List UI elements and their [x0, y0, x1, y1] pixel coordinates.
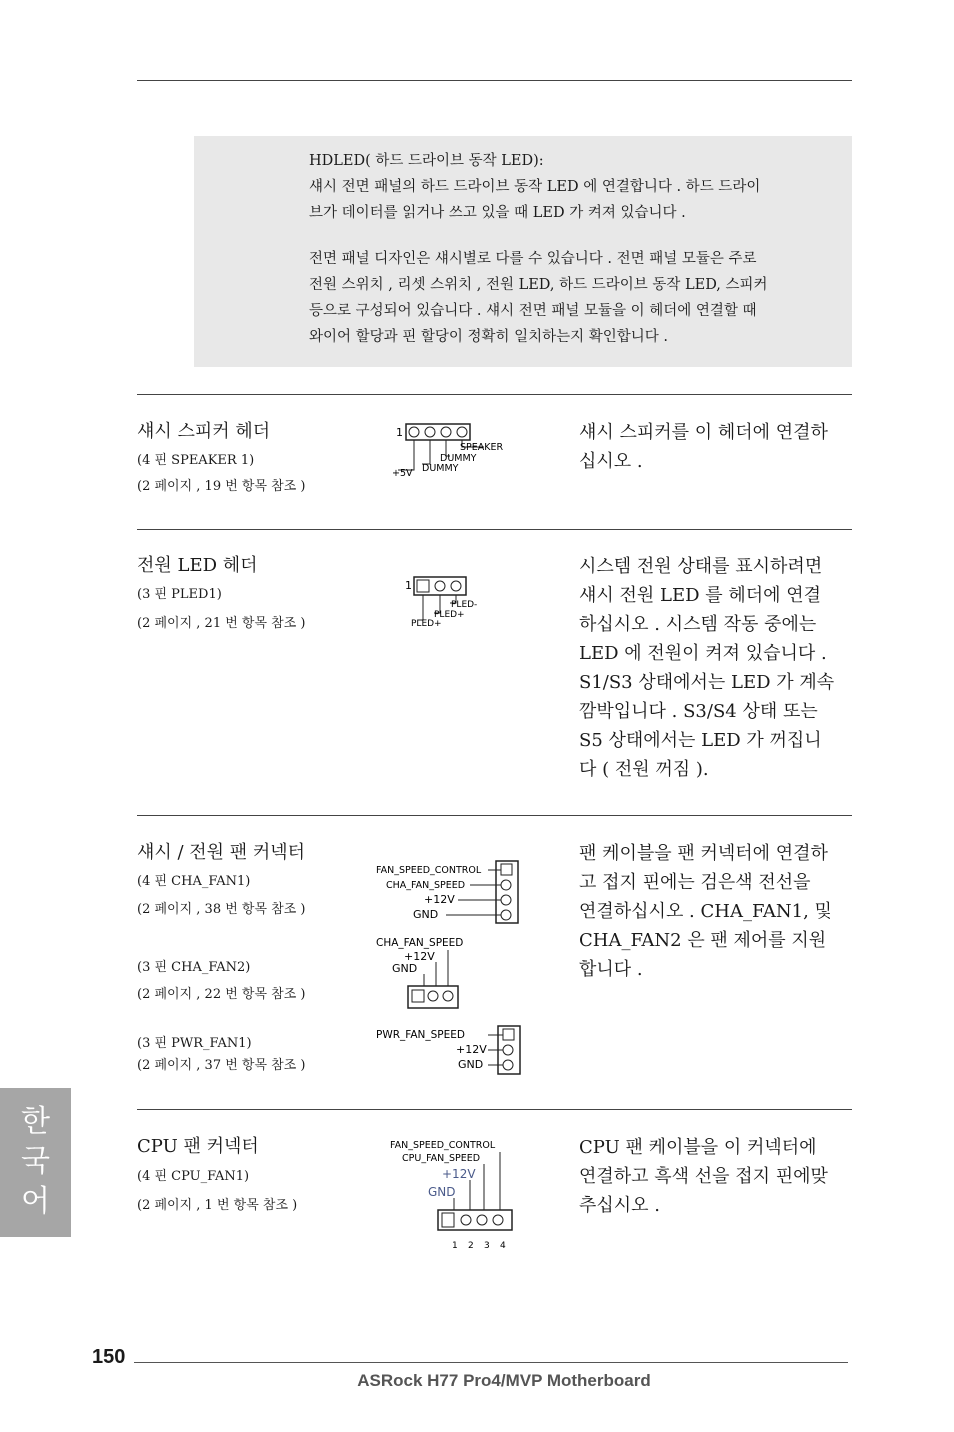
pin-label: GND — [458, 1058, 484, 1071]
pin-number: 3 — [484, 1241, 490, 1251]
note-line: 와이어 할당과 핀 할당이 정확히 일치하는지 확인합니다 . — [309, 329, 669, 345]
note-paragraph-1 — [309, 148, 839, 226]
pin-label: +12V — [442, 1167, 476, 1181]
side-tab-char: 한 — [21, 1104, 50, 1139]
note-line: 전원 스위치 , 리셋 스위치 , 전원 LED, 하드 드라이브 동작 LED, 스피커 — [309, 277, 768, 293]
pin-label: PLED+ — [411, 619, 442, 629]
pin-label: CHA_FAN_SPEED — [376, 937, 464, 949]
page-number: 150 — [92, 1346, 126, 1368]
section-sub: (2 페이지 , 19 번 항목 참조 ) — [137, 479, 306, 494]
pin-label: FAN_SPEED_CONTROL — [376, 865, 482, 876]
pin-label: PLED+ — [434, 610, 465, 620]
section-description — [579, 552, 851, 784]
section-rule — [137, 529, 852, 530]
section-description — [579, 418, 851, 476]
pin-number: 2 — [468, 1241, 474, 1251]
section-title: 섀시 / 전원 팬 커넥터 — [137, 842, 306, 863]
section-sub: (4 핀 SPEAKER 1) — [137, 453, 255, 468]
side-tab-char: 국 — [21, 1144, 50, 1179]
section-sub: (3 핀 CHA_FAN2) — [137, 960, 251, 975]
desc-line: 고 접지 핀에는 검은색 전선을 — [579, 872, 811, 893]
section-rule — [137, 394, 852, 395]
top-rule — [137, 80, 852, 81]
pled-header-diagram — [400, 572, 490, 632]
section-sub: (2 페이지 , 1 번 항목 참조 ) — [137, 1198, 298, 1213]
desc-line: CHA_FAN2 은 팬 제어를 지원 — [579, 930, 827, 951]
desc-line: CPU 팬 케이블을 이 커넥터에 — [579, 1137, 817, 1158]
desc-line: 하십시오 . 시스템 작동 중에는 — [579, 614, 817, 635]
pin-label: +12V — [456, 1043, 487, 1056]
speaker-header-diagram — [388, 420, 528, 480]
desc-line: 섀시 전원 LED 를 헤더에 연결 — [579, 585, 822, 606]
section-title: CPU 팬 커넥터 — [137, 1136, 259, 1157]
section-sub: (3 핀 PWR_FAN1) — [137, 1036, 252, 1051]
cha-fan2-diagram — [370, 932, 495, 1014]
desc-line: LED 에 전원이 켜져 있습니다 . — [579, 643, 827, 664]
pin-number: 4 — [500, 1241, 506, 1251]
section-sub: (4 핀 CHA_FAN1) — [137, 874, 251, 889]
pin-label: GND — [413, 908, 439, 921]
pin-label: GND — [428, 1185, 456, 1199]
desc-line: 연결하십시오 . CHA_FAN1, 및 — [579, 901, 832, 922]
desc-line: 다 ( 전원 꺼짐 ). — [579, 759, 709, 780]
desc-line: 팬 케이블을 팬 커넥터에 연결하 — [579, 843, 828, 864]
section-sub: (2 페이지 , 38 번 항목 참조 ) — [137, 902, 306, 917]
note-line: 브가 데이터를 읽거나 쓰고 있을 때 LED 가 켜져 있습니다 . — [309, 205, 686, 221]
cpu-fan-diagram — [384, 1134, 524, 1254]
note-paragraph-2 — [309, 246, 839, 350]
note-line: HDLED( 하드 드라이브 동작 LED): — [309, 153, 544, 169]
section-sub: (2 페이지 , 22 번 항목 참조 ) — [137, 987, 306, 1002]
pin-label: +12V — [404, 950, 435, 963]
desc-line: 추십시오 . — [579, 1195, 660, 1216]
section-sub: (3 핀 PLED1) — [137, 587, 222, 602]
pin-label: CPU_FAN_SPEED — [402, 1153, 481, 1164]
pin-number: 1 — [452, 1241, 458, 1251]
pin-label: +5V — [392, 468, 413, 479]
section-title: 섀시 스피커 헤더 — [137, 421, 271, 442]
desc-line: 깜박입니다 . S3/S4 상태 또는 — [579, 701, 818, 722]
note-line: 전면 패널 디자인은 섀시별로 다를 수 있습니다 . 전면 패널 모듈은 주로 — [309, 251, 757, 267]
section-rule — [137, 1109, 852, 1110]
language-side-tab — [0, 1088, 71, 1237]
section-sub: (2 페이지 , 37 번 항목 참조 ) — [137, 1058, 306, 1073]
pin-label: +12V — [424, 893, 455, 906]
desc-line: 시스템 전원 상태를 표시하려면 — [579, 556, 823, 577]
pin-label: FAN_SPEED_CONTROL — [390, 1140, 496, 1151]
section-description — [579, 839, 851, 984]
side-tab-char: 어 — [21, 1184, 50, 1219]
pwr-fan1-diagram — [370, 1022, 530, 1078]
desc-line: S1/S3 상태에서는 LED 가 계속 — [579, 672, 835, 693]
section-sub: (2 페이지 , 21 번 항목 참조 ) — [137, 616, 306, 631]
pin-label: CHA_FAN_SPEED — [386, 880, 466, 891]
footer-title: ASRock H77 Pro4/MVP Motherboard — [357, 1371, 651, 1390]
pin-label: SPEAKER — [460, 442, 504, 453]
note-line: 섀시 전면 패널의 하드 드라이브 동작 LED 에 연결합니다 . 하드 드라이 — [309, 179, 761, 195]
pin-label: DUMMY — [440, 453, 477, 464]
pin1-label: 1 — [396, 426, 403, 439]
section-description — [579, 1133, 851, 1220]
desc-line: 십시오 . — [579, 451, 643, 472]
note-line: 등으로 구성되어 있습니다 . 섀시 전면 패널 모듈을 이 헤더에 연결할 때 — [309, 303, 757, 319]
section-sub: (4 핀 CPU_FAN1) — [137, 1169, 250, 1184]
pin-label: DUMMY — [422, 463, 459, 474]
pin-label: PLED- — [451, 600, 478, 610]
pin1-label: 1 — [405, 579, 412, 592]
desc-line: S5 상태에서는 LED 가 꺼집니 — [579, 730, 822, 751]
pin-label: PWR_FAN_SPEED — [376, 1029, 465, 1041]
footer-rule — [134, 1362, 848, 1363]
desc-line: 합니다 . — [579, 959, 643, 980]
desc-line: 연결하고 흑색 선을 접지 핀에맞 — [579, 1166, 828, 1187]
note-box — [194, 136, 852, 367]
section-rule — [137, 815, 852, 816]
desc-line: 섀시 스피커를 이 헤더에 연결하 — [579, 422, 828, 443]
section-title: 전원 LED 헤더 — [137, 555, 258, 576]
pin-label: GND — [392, 962, 418, 975]
cha-fan1-diagram — [370, 856, 530, 928]
